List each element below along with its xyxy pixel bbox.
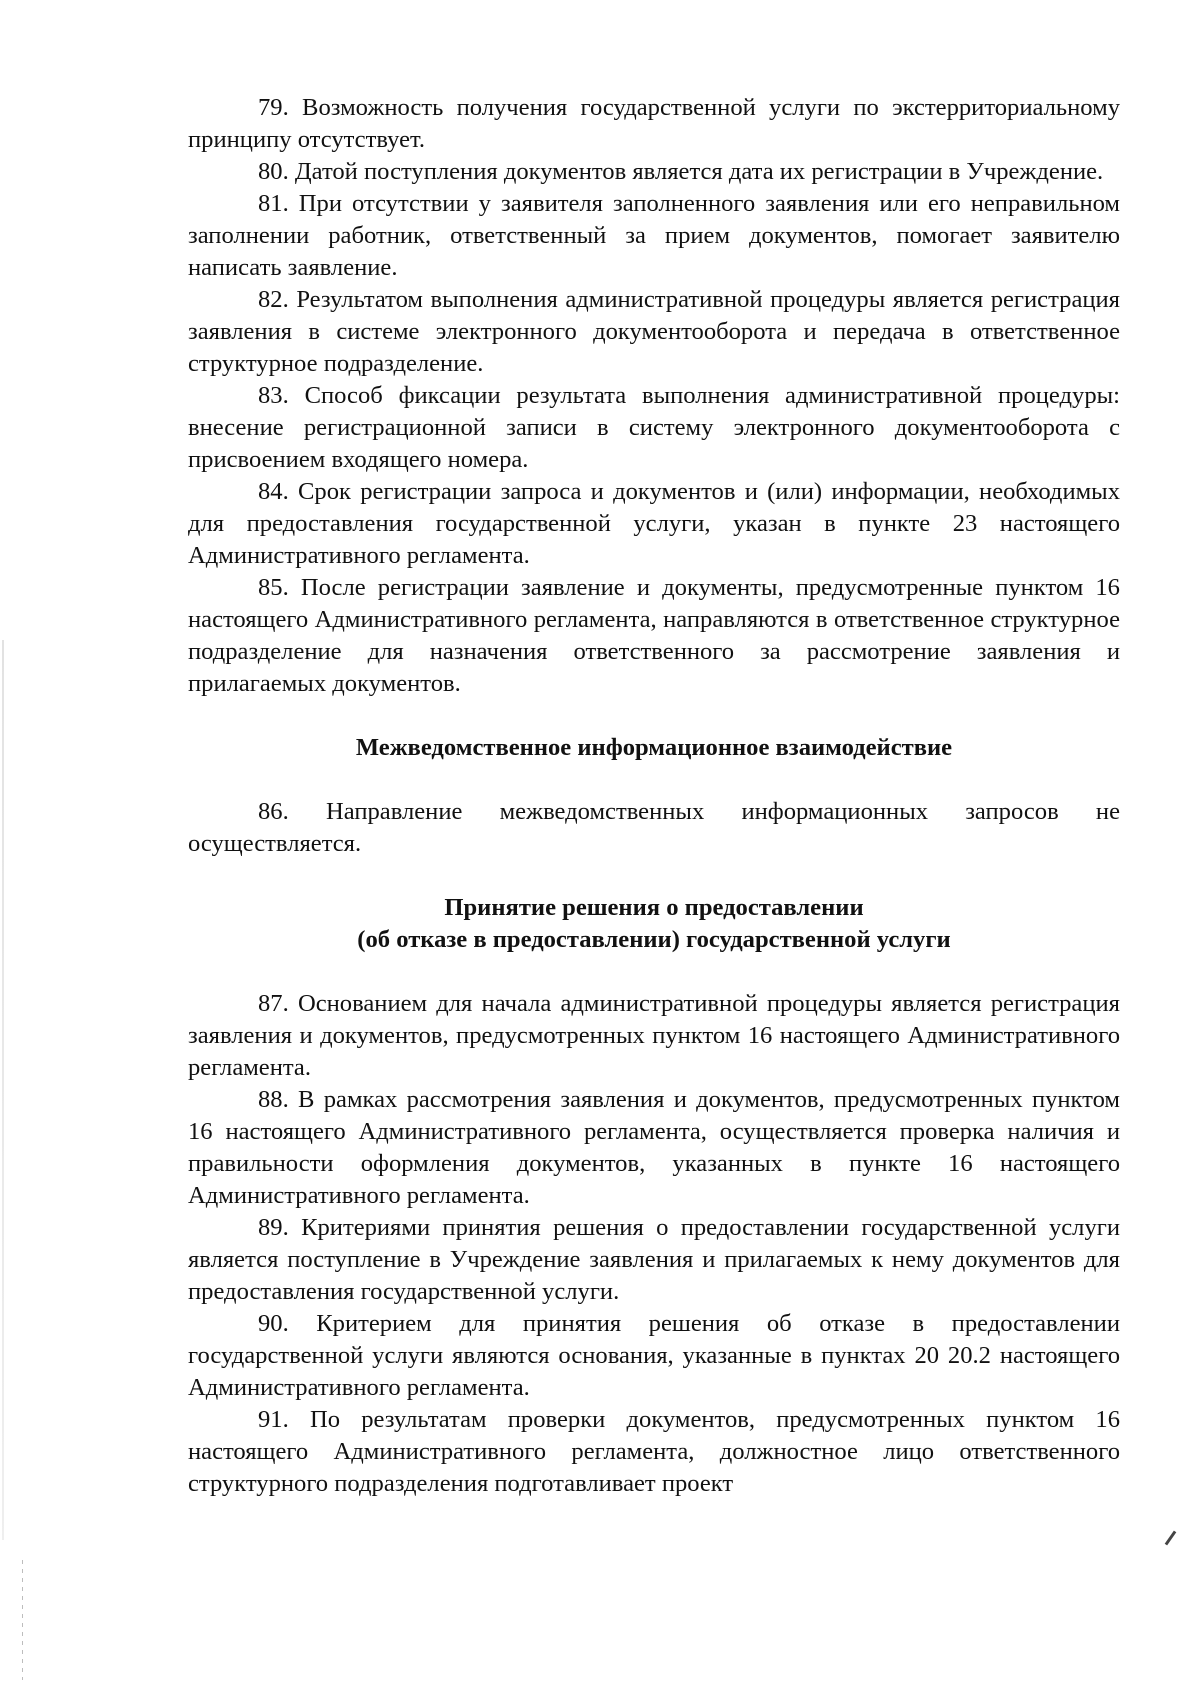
paragraph-number: 89.	[258, 1214, 289, 1241]
paragraph-80	[188, 156, 1120, 188]
paragraph-86	[188, 796, 1120, 860]
paragraph-number: 91.	[258, 1406, 289, 1433]
paragraph-number: 79.	[258, 94, 289, 121]
paragraph-text: Основанием для начала административной процедуры является регистрация заявления и документов, предусмотренных пунктом 16 настоящего Административного регламента.	[188, 990, 1120, 1081]
section-interagency	[188, 796, 1120, 860]
paragraph-number: 83.	[258, 382, 289, 409]
paragraph-83	[188, 380, 1120, 476]
paragraph-number: 80.	[258, 158, 289, 185]
paragraph-text: Возможность получения государственной услуги по экстерриториальному принципу отсутствует.	[188, 94, 1120, 153]
paragraph-text: По результатам проверки документов, предусмотренных пунктом 16 настоящего Административного регламента, должностное лицо ответственного структурного подразделения подготавливает проект	[188, 1406, 1121, 1497]
paragraph-88	[188, 1084, 1120, 1212]
heading-line-2: (об отказе в предоставлении) государственной услуги	[357, 926, 951, 953]
paragraph-79	[188, 92, 1120, 156]
paragraph-number: 86.	[258, 798, 289, 825]
paragraph-number: 88.	[258, 1086, 289, 1113]
paragraph-82	[188, 284, 1120, 380]
paragraph-91	[188, 1404, 1120, 1500]
paragraph-84	[188, 476, 1120, 572]
paragraph-85	[188, 572, 1120, 700]
paragraph-number: 84.	[258, 478, 289, 505]
paragraph-number: 90.	[258, 1310, 289, 1337]
section-registration	[188, 92, 1120, 700]
paragraph-81	[188, 188, 1120, 284]
paragraph-number: 81.	[258, 190, 289, 217]
paragraph-87	[188, 988, 1120, 1084]
scan-dotted-mark	[22, 1560, 23, 1680]
paragraph-number: 87.	[258, 990, 289, 1017]
section-heading-interagency: Межведомственное информационное взаимодействие	[355, 734, 953, 761]
paragraph-89	[188, 1212, 1120, 1308]
paragraph-text: Способ фиксации результата выполнения административной процедуры: внесение регистрационной записи в систему электронного документооборота с присвоением входящего номера.	[188, 382, 1120, 473]
section-heading-decision	[188, 892, 1120, 956]
paragraph-text: Критерием для принятия решения об отказе в предоставлении государственной услуги являются основания, указанные в пунктах 20 20.2 настоящего Административного регламента.	[188, 1310, 1120, 1401]
scan-stroke-mark	[1165, 1531, 1177, 1546]
paragraph-text: В рамках рассмотрения заявления и документов, предусмотренных пунктом 16 настоящего Административного регламента, осуществляется проверка наличия и правильности оформления документов, указанных в пункте 16 настоящего Административного регламента.	[188, 1086, 1120, 1209]
paragraph-text: Направление межведомственных информационных запросов не осуществляется.	[188, 798, 1121, 857]
paragraph-text: Срок регистрации запроса и документов и (или) информации, необходимых для предоставления государственной услуги, указан в пункте 23 настоящего Административного регламента.	[188, 478, 1120, 569]
paragraph-text: Датой поступления документов является дата их регистрации в Учреждение.	[294, 158, 1104, 185]
paragraph-number: 85.	[258, 574, 289, 601]
paragraph-text: При отсутствии у заявителя заполненного заявления или его неправильном заполнении работник, ответственный за прием документов, помогает заявителю написать заявление.	[188, 190, 1120, 281]
paragraph-text: Результатом выполнения административной процедуры является регистрация заявления в системе электронного документооборота и передача в ответственное структурное подразделение.	[188, 286, 1120, 377]
paragraph-90	[188, 1308, 1120, 1404]
paragraph-text: Критериями принятия решения о предоставлении государственной услуги является поступление в Учреждение заявления и прилагаемых к нему документов для предоставления государственной услуги.	[188, 1214, 1120, 1305]
section-decision	[188, 988, 1120, 1500]
heading-line-1: Принятие решения о предоставлении	[444, 894, 864, 921]
paragraph-text: После регистрации заявление и документы, предусмотренные пунктом 16 настоящего Административного регламента, направляются в ответственное структурное подразделение для назначения ответственного за рассмотрение заявления и прилагаемых документов.	[188, 574, 1120, 697]
document-page	[188, 92, 1120, 1500]
scan-edge-mark	[2, 640, 4, 1540]
paragraph-number: 82.	[258, 286, 289, 313]
